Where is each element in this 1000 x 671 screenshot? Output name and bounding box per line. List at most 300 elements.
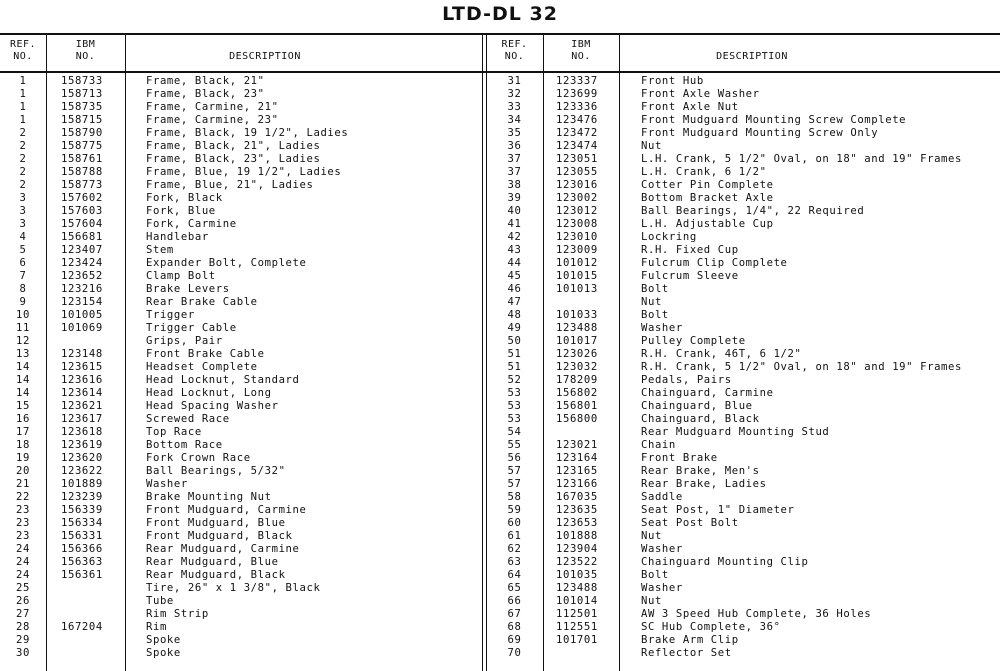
ibm-no-cell: 123472 xyxy=(556,127,598,139)
ref-no-cell: 25 xyxy=(16,582,30,594)
description-cell: Front Mudguard Mounting Screw Only xyxy=(641,127,879,139)
table-row xyxy=(486,205,1000,218)
ibm-no-cell: 101035 xyxy=(556,569,598,581)
ref-no-cell: 47 xyxy=(507,296,522,308)
ibm-no-cell: 123614 xyxy=(61,387,103,399)
ref-no-cell: 33 xyxy=(507,101,522,113)
ibm-no-cell: 123635 xyxy=(556,504,598,516)
ibm-no-cell: 123476 xyxy=(556,114,598,126)
ibm-header-line1: IBM xyxy=(571,39,591,50)
table-row xyxy=(0,153,482,166)
ibm-no-cell: 123166 xyxy=(556,478,598,490)
description-cell: Bottom Race xyxy=(146,439,223,451)
ibm-no-cell: 101015 xyxy=(556,270,598,282)
description-cell: Tube xyxy=(146,595,174,607)
ibm-no-header xyxy=(543,39,619,63)
table-row xyxy=(486,413,1000,426)
description-cell: Fulcrum Clip Complete xyxy=(641,257,788,269)
description-cell: Rear Brake, Men's xyxy=(641,465,760,477)
ibm-no-cell: 156361 xyxy=(61,569,103,581)
ref-no-cell: 37 xyxy=(507,166,522,178)
ref-no-cell: 14 xyxy=(16,361,30,373)
table-row xyxy=(0,374,482,387)
table-row xyxy=(0,270,482,283)
table-row xyxy=(486,634,1000,647)
description-cell: Frame, Black, 23" xyxy=(146,88,265,100)
description-cell: Fulcrum Sleeve xyxy=(641,270,739,282)
table-row xyxy=(486,335,1000,348)
description-cell: Bolt xyxy=(641,309,669,321)
table-row xyxy=(486,309,1000,322)
description-cell: R.H. Crank, 5 1/2" Oval, on 18" and 19" Frames xyxy=(641,361,962,373)
ref-no-cell: 45 xyxy=(507,270,522,282)
table-row xyxy=(486,491,1000,504)
table-row xyxy=(486,361,1000,374)
table-row xyxy=(486,127,1000,140)
table-row xyxy=(486,621,1000,634)
table-row xyxy=(486,543,1000,556)
table-row xyxy=(0,634,482,647)
ibm-no-cell: 123622 xyxy=(61,465,103,477)
ibm-no-cell: 156800 xyxy=(556,413,598,425)
table-row xyxy=(486,153,1000,166)
ref-no-cell: 26 xyxy=(16,595,30,607)
description-cell: Rear Brake, Ladies xyxy=(641,478,767,490)
table-row xyxy=(486,231,1000,244)
table-row xyxy=(486,400,1000,413)
ref-no-cell: 66 xyxy=(507,595,522,607)
ref-no-cell: 35 xyxy=(507,127,522,139)
table-row xyxy=(486,452,1000,465)
ibm-no-cell: 123032 xyxy=(556,361,598,373)
table-row xyxy=(486,179,1000,192)
description-cell: Spoke xyxy=(146,647,181,659)
description-cell: Rear Mudguard, Blue xyxy=(146,556,279,568)
ibm-no-cell: 101069 xyxy=(61,322,103,334)
table-row xyxy=(0,192,482,205)
ref-no-cell: 14 xyxy=(16,387,30,399)
table-row xyxy=(0,608,482,621)
table-row xyxy=(486,322,1000,335)
ibm-no-cell: 156681 xyxy=(61,231,103,243)
table-row xyxy=(486,75,1000,88)
description-cell: Front Mudguard, Blue xyxy=(146,517,286,529)
description-cell: Bolt xyxy=(641,569,669,581)
ibm-no-cell: 123407 xyxy=(61,244,103,256)
ibm-no-cell: 167035 xyxy=(556,491,598,503)
ref-no-cell: 68 xyxy=(507,621,522,633)
ref-no-cell: 53 xyxy=(507,413,522,425)
table-row xyxy=(0,283,482,296)
description-cell: L.H. Crank, 6 1/2" xyxy=(641,166,767,178)
ref-no-cell: 1 xyxy=(19,88,27,100)
ibm-no-cell: 158733 xyxy=(61,75,103,87)
ref-no-cell: 67 xyxy=(507,608,522,620)
table-row xyxy=(486,530,1000,543)
table-row xyxy=(0,140,482,153)
table-row xyxy=(486,166,1000,179)
description-cell: Saddle xyxy=(641,491,683,503)
ibm-no-cell: 123653 xyxy=(556,517,598,529)
description-cell: Seat Post, 1" Diameter xyxy=(641,504,795,516)
ibm-no-cell: 156331 xyxy=(61,530,103,542)
description-cell: Ball Bearings, 1/4", 22 Required xyxy=(641,205,865,217)
table-row xyxy=(0,543,482,556)
ref-no-cell: 2 xyxy=(19,127,27,139)
description-cell: Nut xyxy=(641,140,662,152)
ref-no-cell: 2 xyxy=(19,140,27,152)
description-cell: Bolt xyxy=(641,283,669,295)
ref-no-cell: 23 xyxy=(16,504,30,516)
description-cell: Nut xyxy=(641,296,662,308)
description-cell: SC Hub Complete, 36° xyxy=(641,621,781,633)
description-cell: Tire, 26" x 1 3/8", Black xyxy=(146,582,321,594)
ibm-no-cell: 158713 xyxy=(61,88,103,100)
table-row xyxy=(486,595,1000,608)
table-row xyxy=(0,647,482,660)
description-header-text: DESCRIPTION xyxy=(229,51,301,62)
ref-no-cell: 10 xyxy=(16,309,30,321)
ref-header-line2: NO. xyxy=(13,51,33,62)
description-cell: Screwed Race xyxy=(146,413,230,425)
description-cell: R.H. Crank, 46T, 6 1/2" xyxy=(641,348,802,360)
ref-no-cell: 15 xyxy=(16,400,30,412)
ibm-no-cell: 158775 xyxy=(61,140,103,152)
table-row xyxy=(0,556,482,569)
ref-no-cell: 3 xyxy=(19,205,27,217)
ref-no-cell: 46 xyxy=(507,283,522,295)
ref-no-cell: 13 xyxy=(16,348,30,360)
ref-no-cell: 44 xyxy=(507,257,522,269)
ibm-no-cell: 123148 xyxy=(61,348,103,360)
description-cell: Nut xyxy=(641,595,662,607)
ibm-no-cell: 101005 xyxy=(61,309,103,321)
ref-no-cell: 57 xyxy=(507,465,522,477)
ref-no-cell: 1 xyxy=(19,75,27,87)
ref-no-cell: 50 xyxy=(507,335,522,347)
description-cell: Front Mudguard, Black xyxy=(146,530,293,542)
ibm-no-cell: 158773 xyxy=(61,179,103,191)
ref-no-cell: 60 xyxy=(507,517,522,529)
ref-no-cell: 4 xyxy=(19,231,27,243)
ibm-no-cell: 123010 xyxy=(556,231,598,243)
table-row xyxy=(0,413,482,426)
table-row xyxy=(0,465,482,478)
description-cell: Expander Bolt, Complete xyxy=(146,257,307,269)
ibm-no-cell: 101033 xyxy=(556,309,598,321)
description-cell: Washer xyxy=(641,322,683,334)
ref-no-cell: 56 xyxy=(507,452,522,464)
ref-no-cell: 48 xyxy=(507,309,522,321)
ibm-no-cell: 123026 xyxy=(556,348,598,360)
ibm-no-cell: 123164 xyxy=(556,452,598,464)
ibm-no-cell: 167204 xyxy=(61,621,103,633)
ibm-no-cell: 156366 xyxy=(61,543,103,555)
table-row xyxy=(0,569,482,582)
ref-no-cell: 51 xyxy=(507,361,522,373)
ibm-no-cell: 123621 xyxy=(61,400,103,412)
description-cell: Rear Mudguard Mounting Stud xyxy=(641,426,830,438)
ref-no-cell: 39 xyxy=(507,192,522,204)
ref-no-cell: 14 xyxy=(16,374,30,386)
ref-no-cell: 12 xyxy=(16,335,30,347)
table-row xyxy=(486,504,1000,517)
description-cell: Trigger Cable xyxy=(146,322,237,334)
ibm-no-cell: 156801 xyxy=(556,400,598,412)
ref-no-cell: 53 xyxy=(507,387,522,399)
ref-no-cell: 28 xyxy=(16,621,30,633)
ref-no-cell: 27 xyxy=(16,608,30,620)
ref-header-line2: NO. xyxy=(504,51,525,62)
description-cell: Brake Levers xyxy=(146,283,230,295)
ref-no-cell: 11 xyxy=(16,322,30,334)
ref-no-cell: 52 xyxy=(507,374,522,386)
table-row xyxy=(0,595,482,608)
description-cell: Rear Mudguard, Black xyxy=(146,569,286,581)
ibm-no-cell: 156334 xyxy=(61,517,103,529)
ibm-no-cell: 123488 xyxy=(556,582,598,594)
ref-no-cell: 54 xyxy=(507,426,522,438)
ref-no-cell: 37 xyxy=(507,153,522,165)
ibm-no-cell: 123618 xyxy=(61,426,103,438)
table-row xyxy=(486,387,1000,400)
description-cell: R.H. Fixed Cup xyxy=(641,244,739,256)
table-row xyxy=(486,218,1000,231)
description-cell: Head Spacing Washer xyxy=(146,400,279,412)
ref-no-cell: 2 xyxy=(19,166,27,178)
ibm-no-cell: 158761 xyxy=(61,153,103,165)
ibm-no-cell: 123474 xyxy=(556,140,598,152)
table-row xyxy=(0,621,482,634)
table-row xyxy=(0,101,482,114)
ibm-no-cell: 123016 xyxy=(556,179,598,191)
table-row xyxy=(486,270,1000,283)
ibm-header-line2: NO. xyxy=(571,51,591,62)
table-row xyxy=(486,296,1000,309)
ref-no-cell: 20 xyxy=(16,465,30,477)
ref-no-cell: 30 xyxy=(16,647,30,659)
ref-no-cell: 3 xyxy=(19,192,27,204)
description-cell: Front Brake xyxy=(641,452,718,464)
ref-no-cell: 41 xyxy=(507,218,522,230)
description-cell: Brake Arm Clip xyxy=(641,634,739,646)
ibm-no-cell: 123165 xyxy=(556,465,598,477)
ibm-no-cell: 123154 xyxy=(61,296,103,308)
description-cell: Headset Complete xyxy=(146,361,258,373)
description-cell: L.H. Crank, 5 1/2" Oval, on 18" and 19" Frames xyxy=(641,153,962,165)
ibm-no-cell: 112551 xyxy=(556,621,598,633)
description-cell: Front Axle Washer xyxy=(641,88,760,100)
ref-no-cell: 70 xyxy=(507,647,522,659)
ibm-no-cell: 123699 xyxy=(556,88,598,100)
ref-no-header xyxy=(0,39,46,63)
description-cell: Frame, Black, 23", Ladies xyxy=(146,153,321,165)
table-row xyxy=(0,491,482,504)
table-row xyxy=(486,465,1000,478)
ref-no-cell: 53 xyxy=(507,400,522,412)
description-cell: Seat Post Bolt xyxy=(641,517,739,529)
ref-no-cell: 42 xyxy=(507,231,522,243)
left-parts-table xyxy=(0,75,482,660)
ibm-header-line2: NO. xyxy=(75,51,96,62)
table-row xyxy=(486,283,1000,296)
description-cell: Front Axle Nut xyxy=(641,101,739,113)
description-cell: Bottom Bracket Axle xyxy=(641,192,774,204)
ref-no-cell: 3 xyxy=(19,218,27,230)
ref-no-cell: 7 xyxy=(19,270,27,282)
table-row xyxy=(486,101,1000,114)
ref-no-cell: 64 xyxy=(507,569,522,581)
ibm-no-cell: 178209 xyxy=(556,374,598,386)
description-cell: Frame, Black, 21", Ladies xyxy=(146,140,321,152)
ref-header-line1: REF. xyxy=(9,39,37,50)
ibm-no-cell: 123619 xyxy=(61,439,103,451)
ref-no-cell: 55 xyxy=(507,439,522,451)
ref-no-cell: 58 xyxy=(507,491,522,503)
ibm-no-cell: 123488 xyxy=(556,322,598,334)
ref-no-cell: 1 xyxy=(19,101,27,113)
description-cell: Trigger xyxy=(146,309,195,321)
table-row xyxy=(0,478,482,491)
ref-no-cell: 22 xyxy=(16,491,30,503)
ref-no-cell: 31 xyxy=(507,75,522,87)
ref-no-cell: 49 xyxy=(507,322,522,334)
page-title: LTD-DL 32 xyxy=(442,3,558,25)
ibm-no-cell: 123051 xyxy=(556,153,598,165)
right-parts-table xyxy=(486,75,1000,660)
ref-no-cell: 61 xyxy=(507,530,522,542)
table-row xyxy=(486,426,1000,439)
ibm-no-cell: 101701 xyxy=(556,634,598,646)
ref-header-line1: REF. xyxy=(501,39,528,50)
table-row xyxy=(486,647,1000,660)
description-cell: Spoke xyxy=(146,634,181,646)
ref-no-cell: 23 xyxy=(16,530,30,542)
ref-no-cell: 21 xyxy=(16,478,30,490)
ibm-no-header xyxy=(46,39,125,63)
table-row xyxy=(486,244,1000,257)
ibm-no-cell: 156339 xyxy=(61,504,103,516)
table-row xyxy=(486,114,1000,127)
ref-no-cell: 51 xyxy=(507,348,522,360)
ibm-no-cell: 123336 xyxy=(556,101,598,113)
ibm-no-cell: 101013 xyxy=(556,283,598,295)
ibm-no-cell: 123617 xyxy=(61,413,103,425)
table-row xyxy=(0,387,482,400)
ibm-no-cell: 158790 xyxy=(61,127,103,139)
ibm-no-cell: 156802 xyxy=(556,387,598,399)
description-cell: Head Locknut, Standard xyxy=(146,374,300,386)
table-row xyxy=(0,296,482,309)
description-cell: Pulley Complete xyxy=(641,335,746,347)
description-cell: Front Mudguard Mounting Screw Complete xyxy=(641,114,907,126)
description-cell: Washer xyxy=(641,543,683,555)
ibm-no-cell: 101014 xyxy=(556,595,598,607)
ibm-no-cell: 123615 xyxy=(61,361,103,373)
ibm-no-cell: 123008 xyxy=(556,218,598,230)
description-cell: Grips, Pair xyxy=(146,335,223,347)
ibm-no-cell: 123337 xyxy=(556,75,598,87)
ibm-no-cell: 158788 xyxy=(61,166,103,178)
description-cell: Chainguard Mounting Clip xyxy=(641,556,809,568)
top-rule xyxy=(0,33,1000,35)
table-row xyxy=(0,517,482,530)
ref-no-cell: 40 xyxy=(507,205,522,217)
description-cell: Chainguard, Blue xyxy=(641,400,753,412)
description-cell: Frame, Carmine, 21" xyxy=(146,101,279,113)
ibm-header-line1: IBM xyxy=(75,39,96,50)
table-row xyxy=(486,374,1000,387)
table-row xyxy=(0,582,482,595)
table-row xyxy=(0,309,482,322)
description-cell: Fork Crown Race xyxy=(146,452,251,464)
ibm-no-cell: 156363 xyxy=(61,556,103,568)
ibm-no-cell: 123239 xyxy=(61,491,103,503)
table-row xyxy=(0,335,482,348)
ibm-no-cell: 157603 xyxy=(61,205,103,217)
table-row xyxy=(486,348,1000,361)
description-cell: AW 3 Speed Hub Complete, 36 Holes xyxy=(641,608,872,620)
table-row xyxy=(486,88,1000,101)
table-row xyxy=(486,582,1000,595)
ibm-no-cell: 157602 xyxy=(61,192,103,204)
description-cell: Rim xyxy=(146,621,167,633)
ref-no-cell: 34 xyxy=(507,114,522,126)
ref-no-cell: 2 xyxy=(19,153,27,165)
ref-no-cell: 38 xyxy=(507,179,522,191)
table-row xyxy=(0,231,482,244)
table-row xyxy=(486,517,1000,530)
description-cell: Ball Bearings, 5/32" xyxy=(146,465,286,477)
table-row xyxy=(0,166,482,179)
table-row xyxy=(486,478,1000,491)
ref-no-cell: 24 xyxy=(16,556,30,568)
ibm-no-cell: 123002 xyxy=(556,192,598,204)
ibm-no-cell: 123904 xyxy=(556,543,598,555)
ref-no-cell: 17 xyxy=(16,426,30,438)
description-cell: Brake Mounting Nut xyxy=(146,491,272,503)
ref-no-cell: 9 xyxy=(19,296,27,308)
description-cell: Front Brake Cable xyxy=(146,348,265,360)
description-cell: Cotter Pin Complete xyxy=(641,179,774,191)
description-cell: Fork, Blue xyxy=(146,205,216,217)
description-cell: Rim Strip xyxy=(146,608,209,620)
ref-no-cell: 2 xyxy=(19,179,27,191)
description-cell: Lockring xyxy=(641,231,697,243)
description-header xyxy=(619,51,885,63)
description-cell: Head Locknut, Long xyxy=(146,387,272,399)
ref-no-cell: 16 xyxy=(16,413,30,425)
description-cell: Chain xyxy=(641,439,676,451)
description-cell: Front Mudguard, Carmine xyxy=(146,504,307,516)
ref-no-cell: 57 xyxy=(507,478,522,490)
description-header-text: DESCRIPTION xyxy=(716,51,788,62)
ref-no-cell: 8 xyxy=(19,283,27,295)
table-row xyxy=(486,192,1000,205)
ibm-no-cell: 123055 xyxy=(556,166,598,178)
table-row xyxy=(0,179,482,192)
ibm-no-cell: 123009 xyxy=(556,244,598,256)
table-row xyxy=(0,127,482,140)
ref-no-cell: 1 xyxy=(19,114,27,126)
ref-no-cell: 32 xyxy=(507,88,522,100)
table-row xyxy=(0,361,482,374)
ref-no-cell: 63 xyxy=(507,556,522,568)
ref-no-cell: 6 xyxy=(19,257,27,269)
table-row xyxy=(0,400,482,413)
ref-no-cell: 29 xyxy=(16,634,30,646)
ref-no-cell: 43 xyxy=(507,244,522,256)
